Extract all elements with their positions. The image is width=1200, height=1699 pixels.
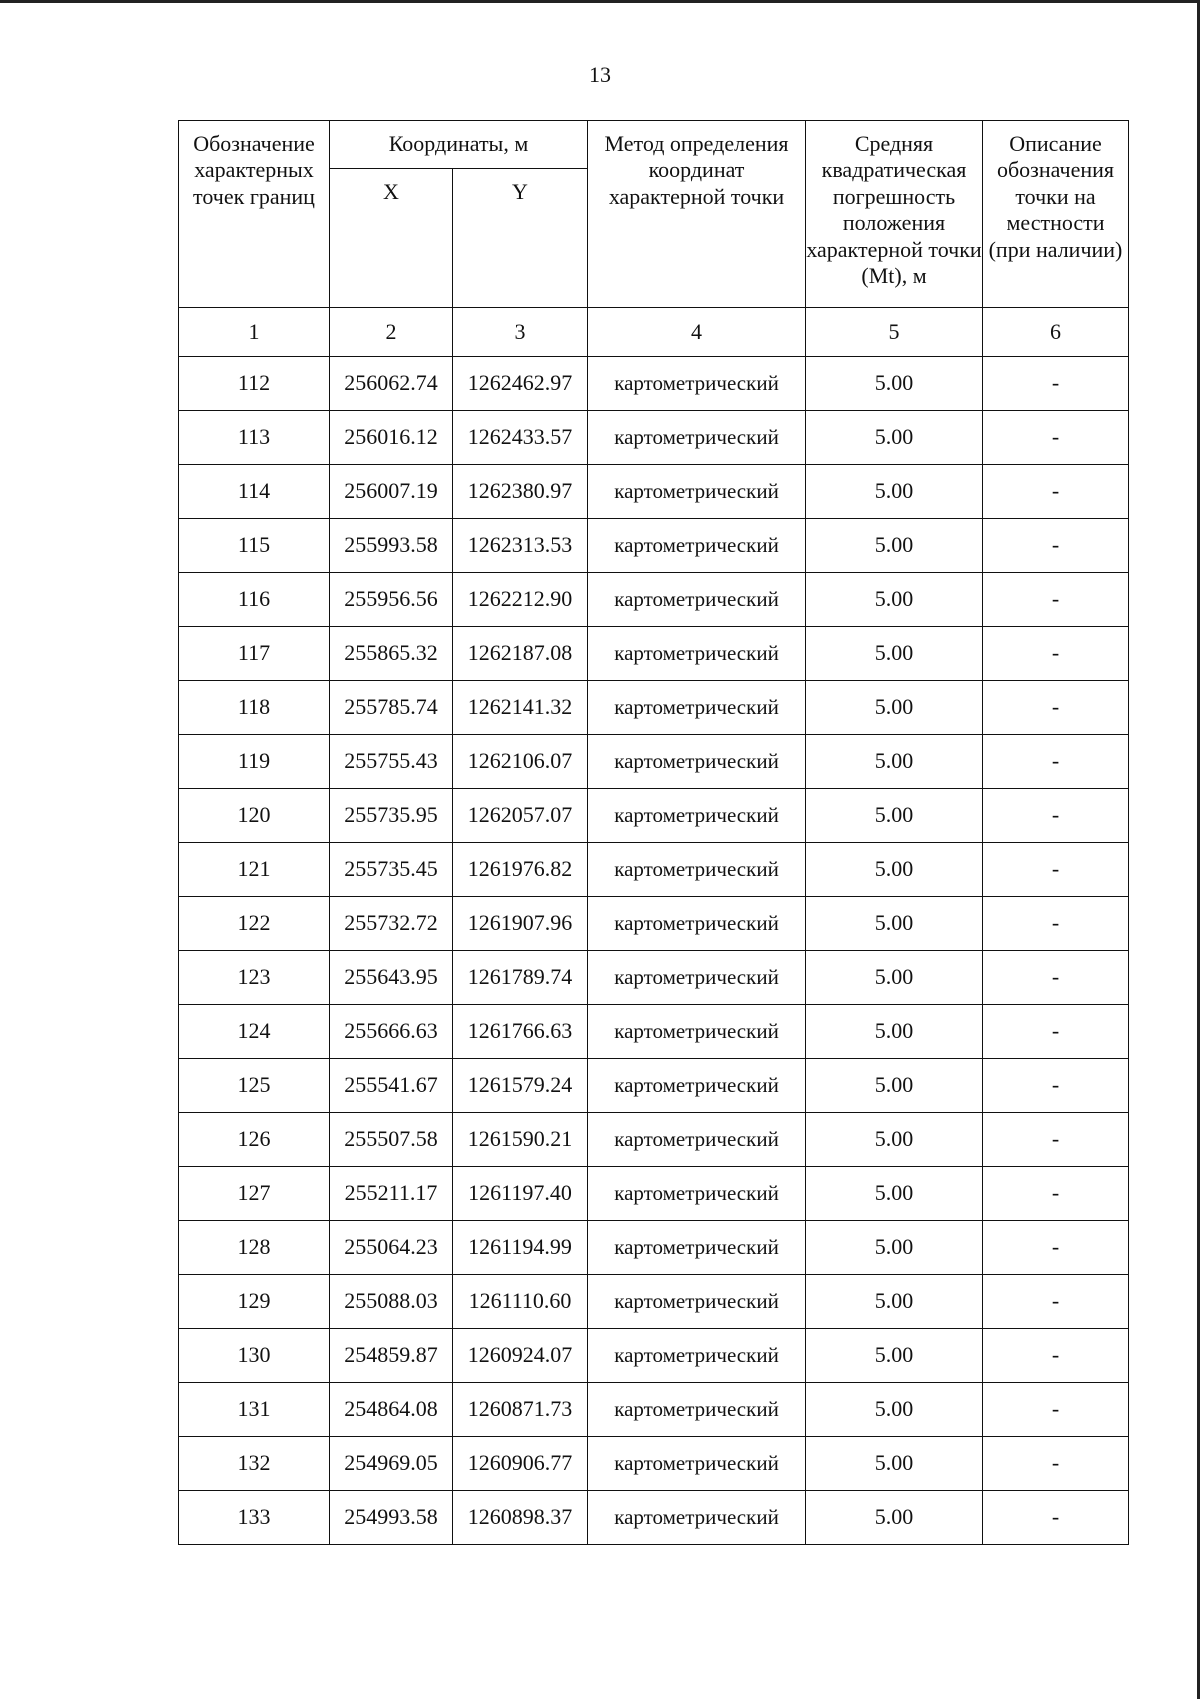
table-row [179,681,1129,735]
coord-x-cell: 255541.67 [330,1059,453,1113]
coord-x-cell: 255865.32 [330,627,453,681]
coord-x-cell: 255993.58 [330,519,453,573]
description-cell: - [983,357,1129,411]
coord-x-cell: 256016.12 [330,411,453,465]
mean-error-cell: 5.00 [806,681,983,735]
method-cell: картометрический [588,357,806,411]
header-mean-error: Средняя квадратическая погрешность положения характерной точки (Mt), м [806,121,983,308]
description-cell: - [983,897,1129,951]
column-number: 5 [806,308,983,357]
method-cell: картометрический [588,627,806,681]
description-cell: - [983,1275,1129,1329]
point-id-cell: 132 [179,1437,330,1491]
coord-x-cell: 255755.43 [330,735,453,789]
mean-error-cell: 5.00 [806,843,983,897]
table-row [179,1329,1129,1383]
table-row [179,1005,1129,1059]
coord-y-cell: 1262106.07 [453,735,588,789]
mean-error-cell: 5.00 [806,1491,983,1545]
description-cell: - [983,1059,1129,1113]
description-cell: - [983,573,1129,627]
description-cell: - [983,1437,1129,1491]
method-cell: картометрический [588,1005,806,1059]
coord-x-cell: 254859.87 [330,1329,453,1383]
coord-y-cell: 1261907.96 [453,897,588,951]
mean-error-cell: 5.00 [806,627,983,681]
method-cell: картометрический [588,843,806,897]
coord-x-cell: 255666.63 [330,1005,453,1059]
column-number: 2 [330,308,453,357]
coord-y-cell: 1261197.40 [453,1167,588,1221]
method-cell: картометрический [588,789,806,843]
point-id-cell: 115 [179,519,330,573]
coord-y-cell: 1260898.37 [453,1491,588,1545]
boundary-points-table [178,120,1129,1545]
coord-x-cell: 255064.23 [330,1221,453,1275]
point-id-cell: 125 [179,1059,330,1113]
table-row [179,1491,1129,1545]
coord-y-cell: 1262313.53 [453,519,588,573]
column-number-row [179,308,1129,357]
table-row [179,519,1129,573]
column-number: 4 [588,308,806,357]
point-id-cell: 130 [179,1329,330,1383]
point-id-cell: 118 [179,681,330,735]
description-cell: - [983,789,1129,843]
coord-x-cell: 255507.58 [330,1113,453,1167]
header-method: Метод определения координат характерной точки [588,121,806,308]
table-row [179,1437,1129,1491]
coord-y-cell: 1262141.32 [453,681,588,735]
description-cell: - [983,1221,1129,1275]
header-y: Y [453,169,588,308]
point-id-cell: 131 [179,1383,330,1437]
point-id-cell: 122 [179,897,330,951]
method-cell: картометрический [588,681,806,735]
mean-error-cell: 5.00 [806,735,983,789]
table-row [179,1059,1129,1113]
point-id-cell: 119 [179,735,330,789]
method-cell: картометрический [588,1437,806,1491]
description-cell: - [983,681,1129,735]
table-row [179,627,1129,681]
table-row [179,1221,1129,1275]
mean-error-cell: 5.00 [806,1005,983,1059]
table-row [179,1383,1129,1437]
header-description: Описание обозначения точки на местности (при наличии) [983,121,1129,308]
mean-error-cell: 5.00 [806,465,983,519]
coord-y-cell: 1261789.74 [453,951,588,1005]
point-id-cell: 117 [179,627,330,681]
method-cell: картометрический [588,1113,806,1167]
table-row [179,897,1129,951]
coord-y-cell: 1260924.07 [453,1329,588,1383]
coord-y-cell: 1260906.77 [453,1437,588,1491]
method-cell: картометрический [588,1221,806,1275]
column-number: 1 [179,308,330,357]
mean-error-cell: 5.00 [806,789,983,843]
coord-y-cell: 1262433.57 [453,411,588,465]
mean-error-cell: 5.00 [806,1059,983,1113]
coord-x-cell: 254993.58 [330,1491,453,1545]
point-id-cell: 133 [179,1491,330,1545]
mean-error-cell: 5.00 [806,1275,983,1329]
coord-x-cell: 255735.45 [330,843,453,897]
table-row [179,1167,1129,1221]
coord-x-cell: 255956.56 [330,573,453,627]
mean-error-cell: 5.00 [806,573,983,627]
coord-y-cell: 1262212.90 [453,573,588,627]
coord-y-cell: 1261194.99 [453,1221,588,1275]
point-id-cell: 124 [179,1005,330,1059]
coord-y-cell: 1261590.21 [453,1113,588,1167]
header-row-top [179,121,1129,169]
description-cell: - [983,465,1129,519]
table-row [179,951,1129,1005]
method-cell: картометрический [588,1059,806,1113]
point-id-cell: 129 [179,1275,330,1329]
mean-error-cell: 5.00 [806,1437,983,1491]
description-cell: - [983,951,1129,1005]
coord-x-cell: 256062.74 [330,357,453,411]
method-cell: картометрический [588,519,806,573]
coord-y-cell: 1262462.97 [453,357,588,411]
method-cell: картометрический [588,573,806,627]
column-number: 6 [983,308,1129,357]
coord-x-cell: 254969.05 [330,1437,453,1491]
table-row [179,573,1129,627]
header-x: X [330,169,453,308]
coord-y-cell: 1261976.82 [453,843,588,897]
point-id-cell: 116 [179,573,330,627]
description-cell: - [983,1167,1129,1221]
point-id-cell: 113 [179,411,330,465]
coord-y-cell: 1261766.63 [453,1005,588,1059]
table-row [179,1275,1129,1329]
header-point-designation: Обозначение характерных точек границ [179,121,330,308]
column-number: 3 [453,308,588,357]
description-cell: - [983,735,1129,789]
coord-x-cell: 255088.03 [330,1275,453,1329]
page-top-edge [0,0,1200,3]
mean-error-cell: 5.00 [806,951,983,1005]
mean-error-cell: 5.00 [806,1221,983,1275]
point-id-cell: 128 [179,1221,330,1275]
description-cell: - [983,411,1129,465]
coord-x-cell: 255735.95 [330,789,453,843]
point-id-cell: 126 [179,1113,330,1167]
coord-x-cell: 255211.17 [330,1167,453,1221]
method-cell: картометрический [588,465,806,519]
coord-x-cell: 255643.95 [330,951,453,1005]
point-id-cell: 121 [179,843,330,897]
coord-x-cell: 255785.74 [330,681,453,735]
header-coordinates: Координаты, м [330,121,588,169]
description-cell: - [983,627,1129,681]
coord-y-cell: 1262380.97 [453,465,588,519]
description-cell: - [983,1383,1129,1437]
method-cell: картометрический [588,897,806,951]
point-id-cell: 127 [179,1167,330,1221]
coord-y-cell: 1262057.07 [453,789,588,843]
mean-error-cell: 5.00 [806,1167,983,1221]
table-row [179,735,1129,789]
mean-error-cell: 5.00 [806,1329,983,1383]
mean-error-cell: 5.00 [806,519,983,573]
coord-y-cell: 1262187.08 [453,627,588,681]
mean-error-cell: 5.00 [806,1383,983,1437]
coord-x-cell: 255732.72 [330,897,453,951]
coord-y-cell: 1260871.73 [453,1383,588,1437]
coord-x-cell: 254864.08 [330,1383,453,1437]
coord-y-cell: 1261579.24 [453,1059,588,1113]
point-id-cell: 120 [179,789,330,843]
point-id-cell: 112 [179,357,330,411]
method-cell: картометрический [588,1275,806,1329]
table-row [179,1113,1129,1167]
description-cell: - [983,1005,1129,1059]
method-cell: картометрический [588,1329,806,1383]
method-cell: картометрический [588,951,806,1005]
method-cell: картометрический [588,411,806,465]
mean-error-cell: 5.00 [806,897,983,951]
method-cell: картометрический [588,1383,806,1437]
table-row [179,411,1129,465]
description-cell: - [983,519,1129,573]
description-cell: - [983,1329,1129,1383]
method-cell: картометрический [588,1167,806,1221]
description-cell: - [983,843,1129,897]
table-row [179,465,1129,519]
method-cell: картометрический [588,735,806,789]
table-row [179,843,1129,897]
point-id-cell: 114 [179,465,330,519]
coord-y-cell: 1261110.60 [453,1275,588,1329]
mean-error-cell: 5.00 [806,1113,983,1167]
table-row [179,789,1129,843]
method-cell: картометрический [588,1491,806,1545]
description-cell: - [983,1113,1129,1167]
mean-error-cell: 5.00 [806,357,983,411]
page-number: 13 [589,62,611,87]
coord-x-cell: 256007.19 [330,465,453,519]
mean-error-cell: 5.00 [806,411,983,465]
description-cell: - [983,1491,1129,1545]
table-row [179,357,1129,411]
point-id-cell: 123 [179,951,330,1005]
